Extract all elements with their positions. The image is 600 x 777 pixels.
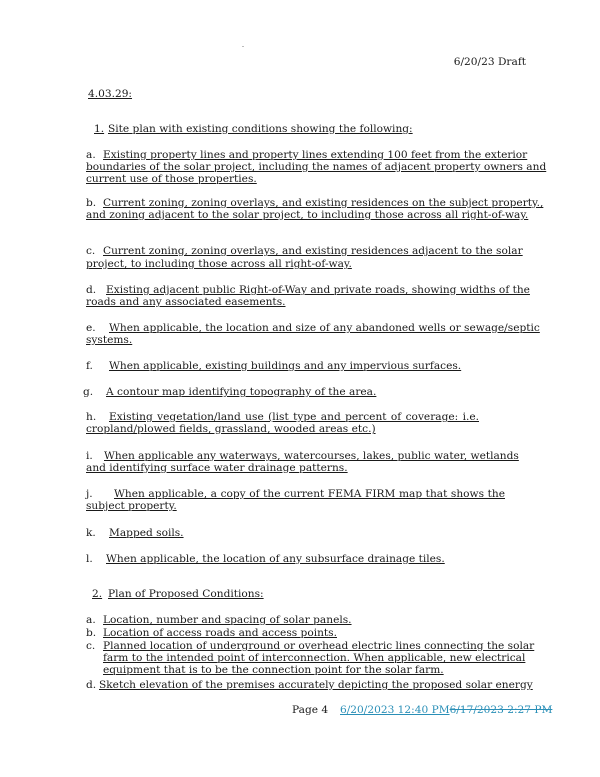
item-2c-line2: farm to the intended point of interconnection. When applicable, new electrical <box>103 652 526 664</box>
part2-title: Plan of Proposed Conditions: <box>108 588 264 600</box>
item-letter: d. <box>86 284 97 296</box>
item-letter: b. <box>86 627 97 639</box>
item-letter: a. <box>86 149 96 161</box>
part1-title: Site plan with existing conditions showing the following: <box>108 123 413 135</box>
item-j-line1: When applicable, a copy of the current FEMA FIRM map that shows the <box>114 488 505 500</box>
item-l-line1: When applicable, the location of any subsurface drainage tiles. <box>106 553 445 565</box>
item-e-line2: systems. <box>86 334 133 346</box>
item-2c-line1: Planned location of underground or overhead electric lines connecting the solar <box>103 640 535 652</box>
item-letter: b. <box>86 197 97 209</box>
item-h-line1: Existing vegetation/land use (list type and percent of coverage: i.e. <box>109 411 479 423</box>
item-letter: d. <box>86 679 97 691</box>
item-letter: k. <box>86 527 96 539</box>
item-c-line1: Current zoning, zoning overlays, and existing residences adjacent to the solar <box>103 245 523 257</box>
section-number: 4.03.29: <box>88 88 133 100</box>
item-letter: i. <box>86 450 93 462</box>
item-c-line2: project, to including those across all right-of-way. <box>86 258 352 270</box>
item-a-line1: Existing property lines and property lines extending 100 feet from the exterior <box>103 149 528 161</box>
scan-artifact <box>242 46 244 47</box>
item-letter: e. <box>86 322 96 334</box>
item-h-line2: cropland/plowed fields, grassland, wooded areas etc.) <box>86 423 376 435</box>
footer-date <box>340 704 552 716</box>
item-k-line1: Mapped soils. <box>109 527 184 539</box>
item-b-line1: Current zoning, zoning overlays, and existing residences on the subject property., <box>103 197 544 209</box>
item-letter: j. <box>86 488 93 500</box>
item-j-line2: subject property. <box>86 500 177 512</box>
item-2c-line3: equipment that is to be the connection point for the solar farm. <box>103 664 444 676</box>
date-struck: 6/17/2023 2:27 PM <box>449 704 553 716</box>
item-g-line1: A contour map identifying topography of the area. <box>106 386 377 398</box>
item-a-line3: current use of those properties. <box>86 173 257 185</box>
item-2a-line1: Location, number and spacing of solar panels. <box>103 614 352 626</box>
item-i-line1: When applicable any waterways, watercourses, lakes, public water, wetlands <box>104 450 519 462</box>
item-letter: g. <box>83 386 94 398</box>
item-f-line1: When applicable, existing buildings and any impervious surfaces. <box>109 360 462 372</box>
item-b-line2: and zoning adjacent to the solar project, to including those across all right-of-way. <box>86 209 529 221</box>
item-letter: f. <box>86 360 93 372</box>
item-letter: l. <box>86 553 93 565</box>
item-d-line2: roads and any associated easements. <box>86 296 286 308</box>
item-a-line2: boundaries of the solar project, including the names of adjacent property owners and <box>86 161 547 173</box>
item-letter: a. <box>86 614 96 626</box>
part2-number: 2. <box>92 588 103 600</box>
part1-number: 1. <box>94 123 105 135</box>
item-letter: h. <box>86 411 97 423</box>
item-2b-line1: Location of access roads and access points. <box>103 627 337 639</box>
item-d-line1: Existing adjacent public Right-of-Way and private roads, showing widths of the <box>106 284 530 296</box>
date-current: 6/20/2023 12:40 PM <box>340 704 450 716</box>
item-i-line2: and identifying surface water drainage patterns. <box>86 462 348 474</box>
item-letter: c. <box>86 640 96 652</box>
item-e-line1: When applicable, the location and size of any abandoned wells or sewage/septic <box>109 322 540 334</box>
page-number: Page 4 <box>292 704 329 716</box>
item-letter: c. <box>86 245 96 257</box>
item-2d-line1: Sketch elevation of the premises accurately depicting the proposed solar energy <box>99 679 533 691</box>
draft-label: 6/20/23 Draft <box>453 56 526 68</box>
